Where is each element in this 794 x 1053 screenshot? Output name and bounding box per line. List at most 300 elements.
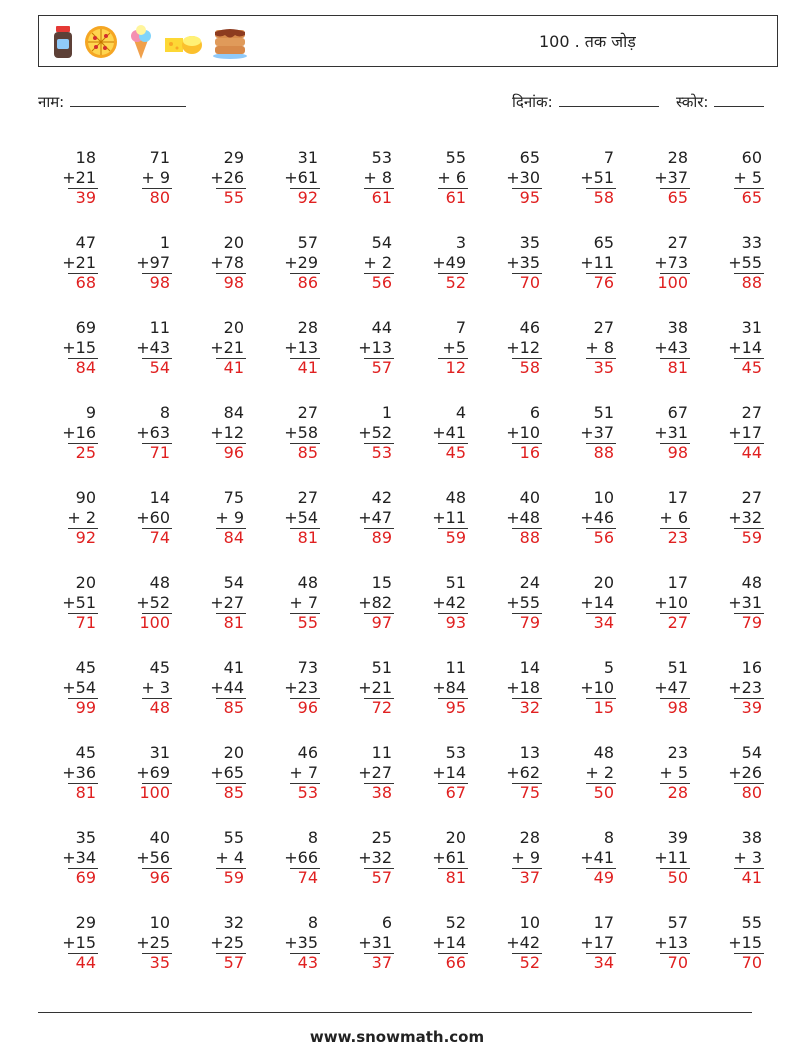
addend-bottom: + 9 <box>141 168 170 187</box>
sum-rule <box>68 783 98 784</box>
addend-bottom: +43 <box>654 338 688 357</box>
addition-problem <box>112 828 186 913</box>
addend-top: 13 <box>519 743 540 762</box>
problem-row <box>38 488 778 573</box>
sum-rule <box>364 528 394 529</box>
addend-top: 35 <box>519 233 540 252</box>
addend-bottom: +49 <box>432 253 466 272</box>
answer: 70 <box>667 953 688 972</box>
sum-rule <box>290 528 320 529</box>
answer: 34 <box>593 613 614 632</box>
addend-top: 84 <box>223 403 244 422</box>
sum-rule <box>68 188 98 189</box>
answer: 16 <box>519 443 540 462</box>
answer: 86 <box>297 273 318 292</box>
answer: 41 <box>297 358 318 377</box>
addition-problem <box>260 488 334 573</box>
addend-bottom: +27 <box>210 593 244 612</box>
sum-rule <box>216 613 246 614</box>
answer: 28 <box>667 783 688 802</box>
addend-top: 28 <box>297 318 318 337</box>
answer: 96 <box>223 443 244 462</box>
addend-top: 67 <box>667 403 688 422</box>
addend-bottom: +61 <box>432 848 466 867</box>
problem-row <box>38 403 778 488</box>
answer: 80 <box>741 783 762 802</box>
addend-bottom: +23 <box>728 678 762 697</box>
answer: 45 <box>445 443 466 462</box>
addition-problem <box>334 573 408 658</box>
addend-bottom: +10 <box>506 423 540 442</box>
sum-rule <box>586 698 616 699</box>
addend-top: 46 <box>519 318 540 337</box>
addend-top: 20 <box>223 318 244 337</box>
addend-bottom: +51 <box>62 593 96 612</box>
addend-top: 27 <box>741 488 762 507</box>
pizza-icon <box>83 24 119 60</box>
sum-rule <box>290 613 320 614</box>
addition-problem <box>408 913 482 998</box>
addition-problem <box>186 828 260 913</box>
addend-top: 6 <box>381 913 392 932</box>
answer: 57 <box>223 953 244 972</box>
addition-problem <box>334 233 408 318</box>
addend-bottom: +32 <box>728 508 762 527</box>
sum-rule <box>512 613 542 614</box>
sum-rule <box>734 358 764 359</box>
addend-bottom: +17 <box>728 423 762 442</box>
sum-rule <box>586 273 616 274</box>
addition-problem <box>334 318 408 403</box>
addend-top: 8 <box>307 913 318 932</box>
answer: 80 <box>149 188 170 207</box>
addend-bottom: +25 <box>136 933 170 952</box>
answer: 50 <box>667 868 688 887</box>
addend-bottom: +29 <box>284 253 318 272</box>
addend-bottom: +14 <box>580 593 614 612</box>
answer: 96 <box>149 868 170 887</box>
sum-rule <box>660 868 690 869</box>
addend-bottom: + 3 <box>141 678 170 697</box>
sum-rule <box>660 273 690 274</box>
addend-top: 8 <box>603 828 614 847</box>
addend-bottom: + 3 <box>733 848 762 867</box>
addition-problem <box>704 233 778 318</box>
addend-bottom: +66 <box>284 848 318 867</box>
addend-top: 45 <box>75 743 96 762</box>
addition-problem <box>186 233 260 318</box>
answer: 74 <box>149 528 170 547</box>
answer: 76 <box>593 273 614 292</box>
sum-rule <box>586 358 616 359</box>
sum-rule <box>734 528 764 529</box>
answer: 61 <box>445 188 466 207</box>
addend-bottom: +54 <box>284 508 318 527</box>
addend-bottom: +78 <box>210 253 244 272</box>
sum-rule <box>734 443 764 444</box>
sum-rule <box>734 783 764 784</box>
addend-bottom: +15 <box>62 338 96 357</box>
addend-top: 27 <box>297 488 318 507</box>
addition-problem <box>482 148 556 233</box>
addend-top: 27 <box>593 318 614 337</box>
sum-rule <box>364 783 394 784</box>
addition-problem <box>556 233 630 318</box>
addend-top: 44 <box>371 318 392 337</box>
date-blank[interactable] <box>559 92 659 107</box>
sum-rule <box>438 698 468 699</box>
addition-problem <box>38 148 112 233</box>
addend-top: 45 <box>149 658 170 677</box>
addend-top: 54 <box>371 233 392 252</box>
addend-top: 29 <box>223 148 244 167</box>
answer: 56 <box>593 528 614 547</box>
addend-bottom: +44 <box>210 678 244 697</box>
addend-top: 75 <box>223 488 244 507</box>
answer: 52 <box>519 953 540 972</box>
addition-problem <box>482 743 556 828</box>
answer: 65 <box>667 188 688 207</box>
addend-bottom: +12 <box>506 338 540 357</box>
answer: 65 <box>741 188 762 207</box>
addend-bottom: +62 <box>506 763 540 782</box>
answer: 57 <box>371 358 392 377</box>
addend-top: 27 <box>297 403 318 422</box>
sum-rule <box>216 783 246 784</box>
answer: 81 <box>223 613 244 632</box>
addition-problem <box>112 318 186 403</box>
addend-top: 17 <box>593 913 614 932</box>
addition-problem <box>260 658 334 743</box>
sum-rule <box>512 698 542 699</box>
addition-problem <box>704 743 778 828</box>
sum-rule <box>438 953 468 954</box>
sum-rule <box>586 783 616 784</box>
answer: 68 <box>75 273 96 292</box>
sum-rule <box>512 868 542 869</box>
addend-top: 31 <box>297 148 318 167</box>
addition-problem <box>556 913 630 998</box>
addend-top: 7 <box>603 148 614 167</box>
addend-bottom: +21 <box>358 678 392 697</box>
addend-bottom: +52 <box>358 423 392 442</box>
date-field <box>512 92 659 112</box>
addition-problem <box>186 573 260 658</box>
answer: 56 <box>371 273 392 292</box>
addend-top: 35 <box>75 828 96 847</box>
sum-rule <box>660 698 690 699</box>
sum-rule <box>586 613 616 614</box>
addition-problem <box>260 233 334 318</box>
answer: 58 <box>593 188 614 207</box>
addend-bottom: + 8 <box>363 168 392 187</box>
answer: 98 <box>223 273 244 292</box>
addend-bottom: + 6 <box>437 168 466 187</box>
sum-rule <box>68 443 98 444</box>
sum-rule <box>438 188 468 189</box>
answer: 85 <box>297 443 318 462</box>
score-field <box>676 92 764 112</box>
addend-bottom: + 9 <box>215 508 244 527</box>
addition-problem <box>630 658 704 743</box>
answer: 41 <box>223 358 244 377</box>
answer: 44 <box>75 953 96 972</box>
addend-bottom: +15 <box>62 933 96 952</box>
sum-rule <box>142 953 172 954</box>
name-field <box>38 92 186 112</box>
addition-problem <box>112 658 186 743</box>
addition-problem <box>38 828 112 913</box>
sum-rule <box>142 443 172 444</box>
answer: 53 <box>297 783 318 802</box>
addition-problem <box>112 913 186 998</box>
sum-rule <box>512 273 542 274</box>
addend-bottom: +21 <box>210 338 244 357</box>
addition-problem <box>556 658 630 743</box>
addition-problem <box>334 403 408 488</box>
addition-problem <box>482 658 556 743</box>
answer: 15 <box>593 698 614 717</box>
answer: 70 <box>741 953 762 972</box>
addition-problem <box>38 913 112 998</box>
addend-bottom: +52 <box>136 593 170 612</box>
answer: 53 <box>371 443 392 462</box>
addend-bottom: + 6 <box>659 508 688 527</box>
answer: 98 <box>149 273 170 292</box>
answer: 92 <box>75 528 96 547</box>
addition-problem <box>38 318 112 403</box>
addition-problem <box>334 743 408 828</box>
sum-rule <box>438 613 468 614</box>
sum-rule <box>364 358 394 359</box>
addition-problem <box>186 743 260 828</box>
sum-rule <box>512 783 542 784</box>
name-blank[interactable] <box>70 92 186 107</box>
addition-problem <box>630 828 704 913</box>
footer-divider <box>38 1012 752 1013</box>
addend-bottom: +63 <box>136 423 170 442</box>
addend-top: 41 <box>223 658 244 677</box>
addend-bottom: +11 <box>580 253 614 272</box>
sum-rule <box>290 868 320 869</box>
addend-top: 51 <box>667 658 688 677</box>
addition-problem <box>186 658 260 743</box>
addend-top: 25 <box>371 828 392 847</box>
answer: 69 <box>75 868 96 887</box>
addend-bottom: +54 <box>62 678 96 697</box>
addend-bottom: +11 <box>432 508 466 527</box>
answer: 59 <box>445 528 466 547</box>
addend-bottom: +84 <box>432 678 466 697</box>
addend-top: 40 <box>519 488 540 507</box>
addition-problem <box>186 318 260 403</box>
addition-problem <box>260 148 334 233</box>
addend-bottom: +31 <box>654 423 688 442</box>
addend-bottom: +14 <box>432 933 466 952</box>
addend-top: 54 <box>741 743 762 762</box>
addend-bottom: +46 <box>580 508 614 527</box>
addend-top: 28 <box>667 148 688 167</box>
addition-problem <box>704 658 778 743</box>
addend-top: 57 <box>667 913 688 932</box>
addend-bottom: +48 <box>506 508 540 527</box>
answer: 39 <box>741 698 762 717</box>
problem-row <box>38 318 778 403</box>
sum-rule <box>364 188 394 189</box>
answer: 25 <box>75 443 96 462</box>
addend-bottom: + 5 <box>659 763 688 782</box>
addend-top: 1 <box>159 233 170 252</box>
answer: 67 <box>445 783 466 802</box>
addend-top: 57 <box>297 233 318 252</box>
addition-problem <box>112 148 186 233</box>
addition-problem <box>260 743 334 828</box>
answer: 61 <box>371 188 392 207</box>
sum-rule <box>216 698 246 699</box>
addend-top: 3 <box>455 233 466 252</box>
sum-rule <box>216 868 246 869</box>
sum-rule <box>512 953 542 954</box>
answer: 95 <box>445 698 466 717</box>
sum-rule <box>734 698 764 699</box>
answer: 79 <box>519 613 540 632</box>
sum-rule <box>438 443 468 444</box>
addend-bottom: + 5 <box>733 168 762 187</box>
answer: 81 <box>297 528 318 547</box>
addend-top: 27 <box>741 403 762 422</box>
sum-rule <box>290 953 320 954</box>
sum-rule <box>216 443 246 444</box>
sum-rule <box>290 783 320 784</box>
score-blank[interactable] <box>714 92 764 107</box>
addend-top: 8 <box>159 403 170 422</box>
addend-top: 4 <box>455 403 466 422</box>
addend-top: 48 <box>741 573 762 592</box>
sum-rule <box>290 188 320 189</box>
addition-problem <box>260 573 334 658</box>
addend-top: 29 <box>75 913 96 932</box>
sum-rule <box>142 273 172 274</box>
sum-rule <box>290 358 320 359</box>
addend-bottom: +15 <box>728 933 762 952</box>
addition-problem <box>260 913 334 998</box>
addition-problem <box>260 403 334 488</box>
addition-problem <box>38 488 112 573</box>
addition-problem <box>334 828 408 913</box>
sum-rule <box>68 613 98 614</box>
addend-bottom: +55 <box>506 593 540 612</box>
addend-top: 28 <box>519 828 540 847</box>
addend-bottom: + 4 <box>215 848 244 867</box>
addend-top: 16 <box>741 658 762 677</box>
answer: 39 <box>75 188 96 207</box>
addend-bottom: +14 <box>728 338 762 357</box>
addend-top: 17 <box>667 573 688 592</box>
addend-top: 6 <box>529 403 540 422</box>
problem-row <box>38 573 778 658</box>
sum-rule <box>660 783 690 784</box>
addition-problem <box>482 318 556 403</box>
addend-bottom: +21 <box>62 168 96 187</box>
addend-bottom: +16 <box>62 423 96 442</box>
addend-top: 90 <box>75 488 96 507</box>
problem-row <box>38 828 778 913</box>
sum-rule <box>68 358 98 359</box>
addend-bottom: +55 <box>728 253 762 272</box>
addend-bottom: +31 <box>728 593 762 612</box>
addend-top: 31 <box>149 743 170 762</box>
addend-top: 69 <box>75 318 96 337</box>
addend-top: 54 <box>223 573 244 592</box>
answer: 100 <box>139 783 170 802</box>
addition-problem <box>112 233 186 318</box>
addition-problem <box>704 318 778 403</box>
addend-top: 11 <box>149 318 170 337</box>
addend-bottom: +34 <box>62 848 96 867</box>
addition-problem <box>556 573 630 658</box>
sum-rule <box>364 443 394 444</box>
answer: 35 <box>593 358 614 377</box>
addition-problem <box>408 318 482 403</box>
answer: 88 <box>741 273 762 292</box>
addition-problem <box>482 828 556 913</box>
date-label: दिनांक: <box>512 93 553 111</box>
answer: 43 <box>297 953 318 972</box>
addend-bottom: +25 <box>210 933 244 952</box>
answer: 92 <box>297 188 318 207</box>
addition-problem <box>482 403 556 488</box>
addend-top: 32 <box>223 913 244 932</box>
addend-bottom: +35 <box>506 253 540 272</box>
addend-bottom: +26 <box>210 168 244 187</box>
addend-top: 48 <box>445 488 466 507</box>
sum-rule <box>68 698 98 699</box>
addend-bottom: +26 <box>728 763 762 782</box>
addend-bottom: +11 <box>654 848 688 867</box>
sum-rule <box>142 188 172 189</box>
sum-rule <box>734 273 764 274</box>
addend-bottom: +13 <box>284 338 318 357</box>
addend-top: 55 <box>445 148 466 167</box>
addition-problem <box>704 403 778 488</box>
addend-top: 11 <box>371 743 392 762</box>
sum-rule <box>68 953 98 954</box>
addend-top: 10 <box>519 913 540 932</box>
addend-top: 17 <box>667 488 688 507</box>
sum-rule <box>216 273 246 274</box>
addend-top: 20 <box>75 573 96 592</box>
addend-top: 38 <box>741 828 762 847</box>
sum-rule <box>586 188 616 189</box>
sum-rule <box>142 868 172 869</box>
sum-rule <box>734 953 764 954</box>
sum-rule <box>364 698 394 699</box>
addend-bottom: +12 <box>210 423 244 442</box>
addition-problem <box>556 148 630 233</box>
answer: 50 <box>593 783 614 802</box>
answer: 75 <box>519 783 540 802</box>
addend-bottom: + 9 <box>511 848 540 867</box>
addition-problem <box>556 743 630 828</box>
addition-problem <box>556 488 630 573</box>
addition-problem <box>704 573 778 658</box>
addend-bottom: +60 <box>136 508 170 527</box>
addend-bottom: + 2 <box>363 253 392 272</box>
addend-top: 51 <box>445 573 466 592</box>
addend-top: 33 <box>741 233 762 252</box>
addend-bottom: +27 <box>358 763 392 782</box>
sum-rule <box>660 188 690 189</box>
